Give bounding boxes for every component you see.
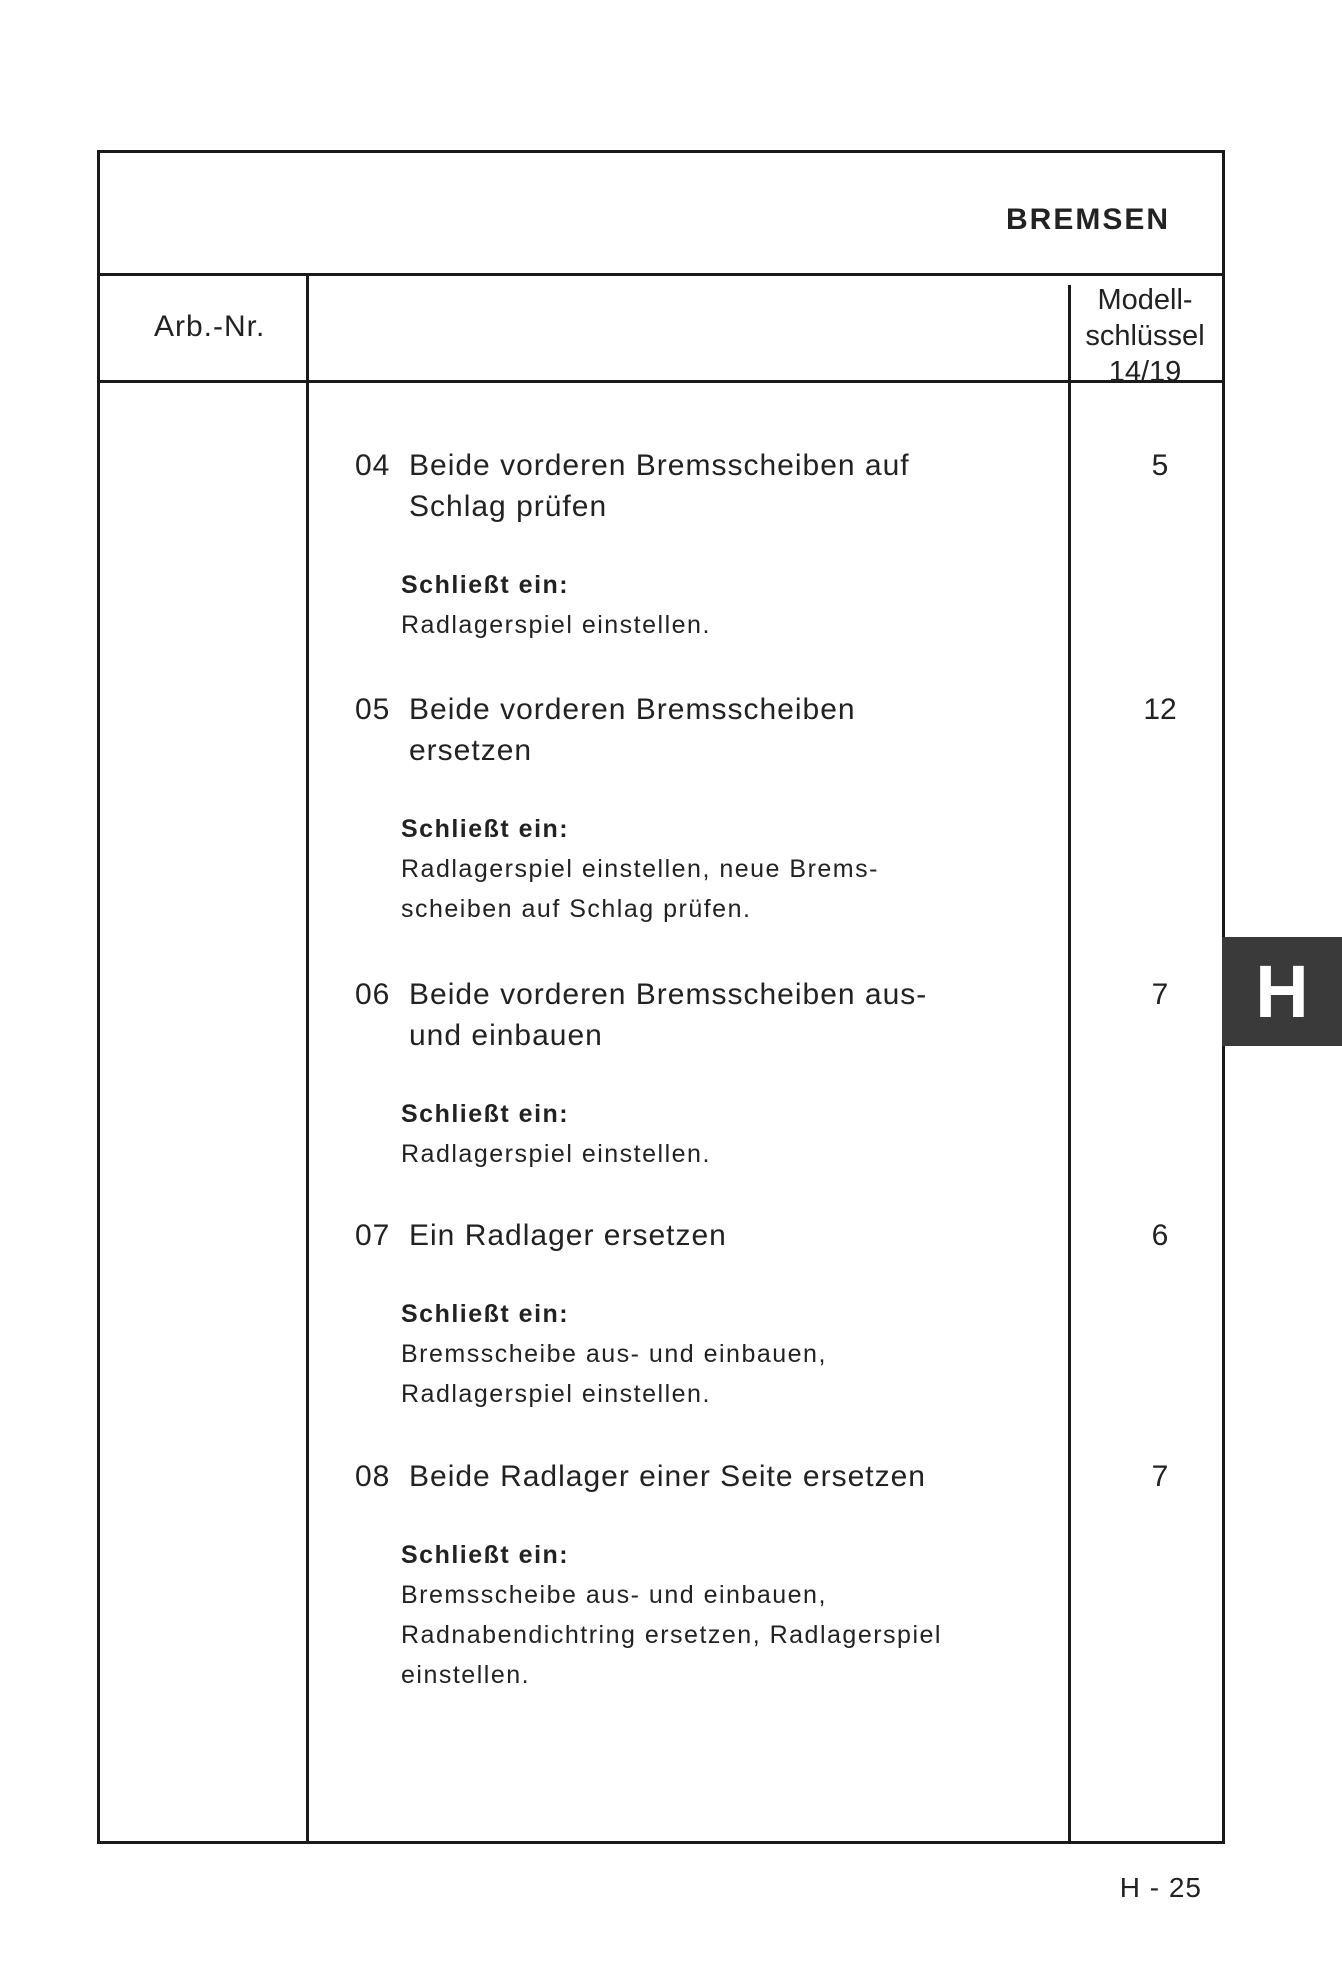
entry-06-units: 7 — [1151, 978, 1169, 1011]
includes-text: Radlagerspiel einstellen. — [401, 1140, 711, 1168]
section-tab-h — [1222, 937, 1342, 1046]
entry-04-units: 5 — [1151, 449, 1169, 482]
entry-includes — [401, 1094, 1035, 1174]
entry-description: Ein Radlager ersetzen — [409, 1219, 727, 1252]
includes-label: Schließt ein: — [401, 1100, 570, 1128]
includes-label: Schließt ein: — [401, 571, 570, 599]
entry-includes — [401, 809, 1035, 929]
entry-title — [355, 689, 1035, 771]
entry-description: Beide Radlager einer Seite ersetzen — [409, 1460, 926, 1493]
entry-05-units: 12 — [1143, 693, 1177, 726]
entry-number: 05 — [355, 693, 391, 726]
entry-title — [355, 1215, 1035, 1256]
entry-08 — [355, 1456, 1035, 1695]
column-header-modell — [1070, 282, 1220, 390]
includes-text: Radlagerspiel einstellen, neue Brems- scheiben auf Schlag prüfen. — [401, 855, 879, 923]
entry-includes — [401, 1294, 1035, 1414]
entry-07 — [355, 1215, 1035, 1414]
column-header-divider — [100, 380, 1225, 383]
entry-06 — [355, 974, 1035, 1174]
includes-label: Schließt ein: — [401, 1541, 570, 1569]
entry-title — [355, 1456, 1035, 1497]
entry-number: 07 — [355, 1219, 391, 1252]
entry-description: Beide vorderen Bremsscheiben ersetzen — [409, 693, 856, 767]
entry-07-units: 6 — [1151, 1219, 1169, 1252]
entry-includes — [401, 565, 1035, 645]
includes-text: Bremsscheibe aus- und einbauen, Radnabendichtring ersetzen, Radlagerspiel einstellen. — [401, 1581, 942, 1689]
entry-description: Beide vorderen Bremsscheiben auf Schlag prüfen — [409, 449, 910, 523]
includes-label: Schließt ein: — [401, 815, 570, 843]
includes-label: Schließt ein: — [401, 1300, 570, 1328]
column-divider-left — [306, 276, 309, 1841]
page-number: H - 25 — [1119, 1872, 1202, 1903]
entry-title — [355, 974, 1035, 1056]
header-divider — [100, 273, 1225, 276]
entry-08-units: 7 — [1151, 1460, 1169, 1493]
entry-description: Beide vorderen Bremsscheiben aus- und einbauen — [409, 978, 928, 1052]
entry-title — [355, 445, 1035, 527]
includes-text: Radlagerspiel einstellen. — [401, 611, 711, 639]
entry-04 — [355, 445, 1035, 645]
entry-05 — [355, 689, 1035, 929]
entry-includes — [401, 1535, 1035, 1695]
modell-label: Modell- schlüssel 14/19 — [1085, 284, 1205, 388]
entry-number: 06 — [355, 978, 391, 1011]
includes-text: Bremsscheibe aus- und einbauen, Radlagerspiel einstellen. — [401, 1340, 827, 1408]
section-title: BREMSEN — [1005, 203, 1170, 236]
section-tab-letter: H — [1255, 950, 1309, 1033]
column-divider-right — [1068, 285, 1071, 1841]
entry-number: 04 — [355, 449, 391, 482]
entry-number: 08 — [355, 1460, 391, 1493]
column-header-arb-nr: Arb.-Nr. — [154, 310, 266, 343]
